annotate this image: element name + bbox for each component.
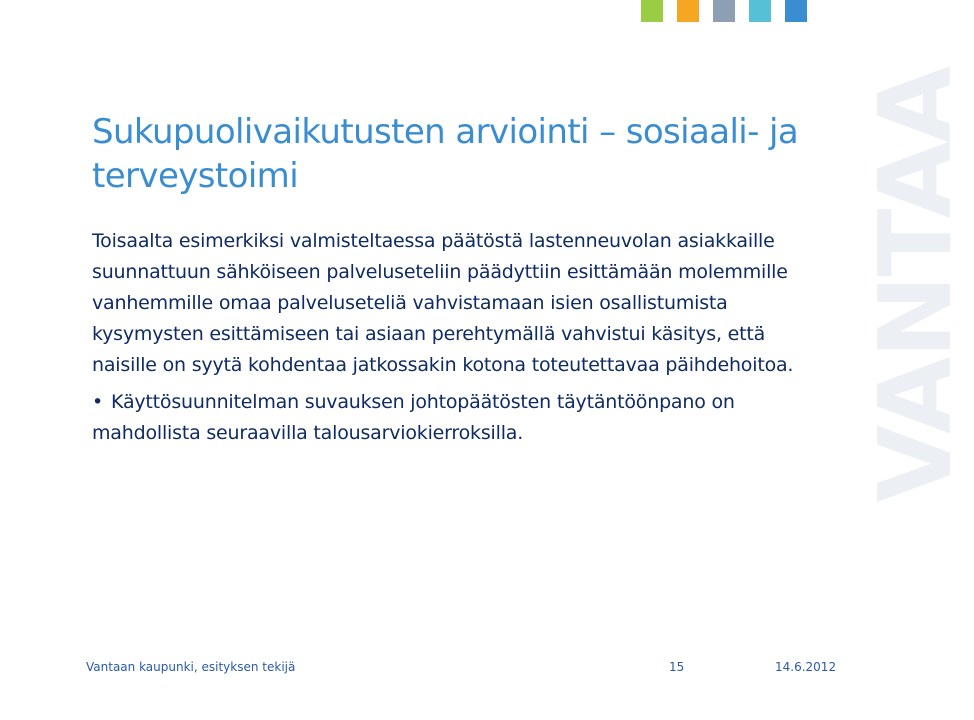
- slide-title: Sukupuolivaikutusten arviointi – sosiaali- ja terveystoimi: [92, 112, 799, 196]
- footer-organization: Vantaan kaupunki, esityksen tekijä: [86, 660, 296, 674]
- vantaa-watermark-text: VANTAA: [857, 67, 974, 503]
- vantaa-watermark: [857, 60, 974, 510]
- green-square: [641, 0, 663, 22]
- orange-square: [677, 0, 699, 22]
- bullet-item: [92, 387, 832, 449]
- footer-date: 14.6.2012: [775, 660, 837, 674]
- footer-page-number: 15: [669, 660, 685, 674]
- body-paragraph: Toisaalta esimerkiksi valmisteltaessa päätöstä lastenneuvolan asiakkaille suunnattuun sähköiseen palveluseteliin päädyttiin esittämään molemmille vanhemmille omaa palveluseteliä vahvistamaan isien osallistumista kysymysten esittämiseen tai asiaan perehtymällä vahvistui käsitys, että naisille on syytä kohdentaa jatkossakin kotona toteutettavaa päihdehoitoa.: [92, 230, 794, 376]
- bullet-text: Käyttösuunnitelman suvauksen johtopäätösten täytäntöönpano on mahdollista seuraavilla talousarviokierroksilla.: [92, 391, 735, 444]
- bullet-marker: •: [92, 391, 104, 413]
- teal-square: [749, 0, 771, 22]
- gray-square: [713, 0, 735, 22]
- brand-color-squares: [641, 0, 807, 22]
- slide-body: [92, 226, 832, 449]
- blue-square: [785, 0, 807, 22]
